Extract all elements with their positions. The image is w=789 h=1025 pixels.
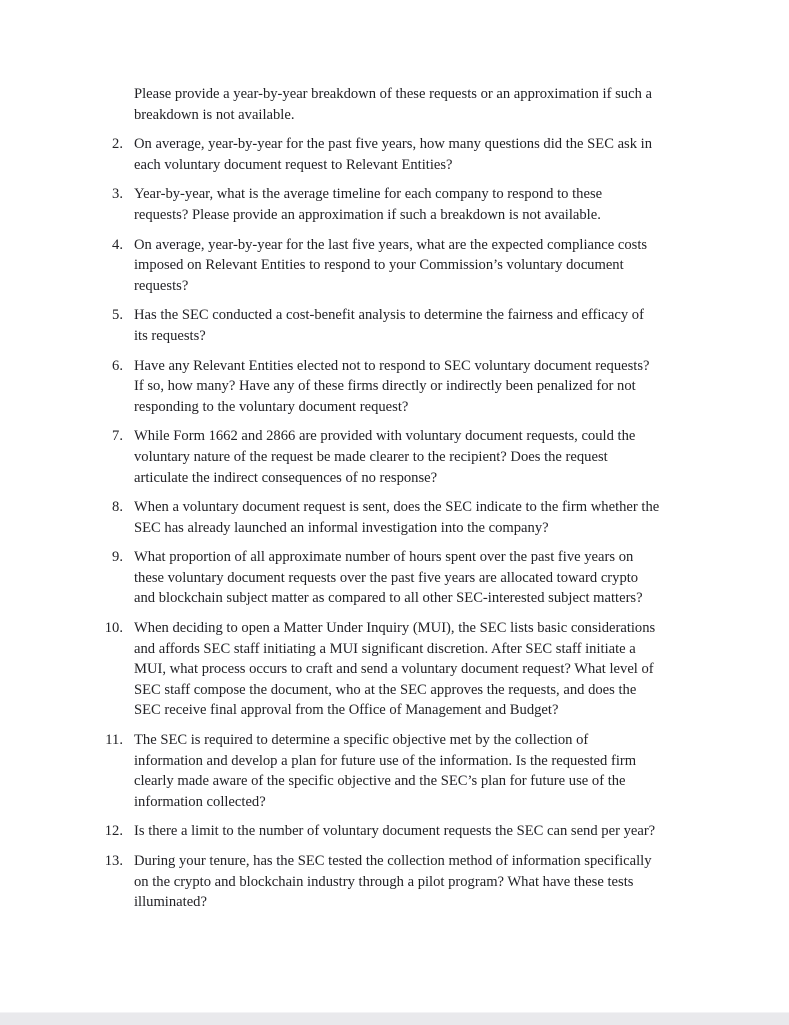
list-item — [104, 851, 734, 913]
text-line: breakdown is not available. — [134, 106, 295, 123]
item-text — [134, 235, 734, 297]
list-item — [112, 235, 734, 297]
text-line: its requests? — [134, 327, 206, 344]
item-text — [134, 618, 734, 721]
list-item — [104, 821, 734, 842]
text-line: MUI, what process occurs to craft and send a voluntary document request? What level of — [134, 661, 654, 678]
text-line: Year-by-year, what is the average timeline for each company to respond to these — [134, 186, 603, 203]
text-line: Please provide a year-by-year breakdown of these requests or an approximation if such a — [134, 86, 652, 102]
text-line: If so, how many? Have any of these firms directly or indirectly been penalized for not — [134, 378, 636, 395]
text-line: illuminated? — [134, 894, 207, 911]
item-number: 9. — [112, 549, 123, 566]
text-line: During your tenure, has the SEC tested the collection method of information specifically — [134, 853, 652, 869]
text-line: information collected? — [134, 793, 266, 810]
text-line: SEC staff compose the document, who at the SEC approves the requests, and does the — [134, 681, 637, 698]
text-line: On average, year-by-year for the past five years, how many questions did the SEC ask in — [134, 136, 653, 153]
text-line: While Form 1662 and 2866 are provided with voluntary document requests, could the — [134, 428, 636, 445]
text-line: articulate the indirect consequences of no response? — [134, 469, 438, 486]
list-item — [112, 184, 734, 225]
text-line: voluntary nature of the request be made clearer to the recipient? Does the request — [134, 448, 608, 465]
item-text — [134, 356, 734, 418]
text-line: On average, year-by-year for the last five years, what are the expected compliance costs — [134, 236, 648, 253]
list-item — [112, 305, 734, 346]
text-line: imposed on Relevant Entities to respond to your Commission’s voluntary document — [134, 257, 624, 274]
item-text — [134, 134, 734, 175]
item-text — [134, 821, 734, 842]
item-text — [134, 305, 734, 346]
intro-paragraph — [134, 84, 734, 125]
item-number: 13. — [104, 853, 123, 869]
item-number: 12. — [104, 823, 123, 840]
text-line: When a voluntary document request is sent, does the SEC indicate to the firm whether the — [134, 499, 660, 516]
text-line: SEC receive final approval from the Office of Management and Budget? — [134, 702, 559, 719]
text-line: requests? — [134, 277, 189, 294]
item-text — [134, 547, 734, 609]
text-line: clearly made aware of the specific objective and the SEC’s plan for future use of the — [134, 773, 626, 790]
item-number: 3. — [112, 186, 123, 203]
list-item — [112, 547, 734, 609]
text-line: each voluntary document request to Relevant Entities? — [134, 156, 453, 173]
item-number: 2. — [112, 136, 123, 153]
item-number: 5. — [112, 307, 123, 324]
item-text — [134, 426, 734, 488]
text-line: Is there a limit to the number of voluntary document requests the SEC can send per year? — [134, 823, 656, 840]
list-item — [105, 730, 734, 812]
list-item — [104, 618, 734, 721]
text-line: information and develop a plan for future use of the information. Is the requested firm — [134, 752, 637, 769]
document-content — [104, 84, 734, 922]
page-edge-bar — [0, 1012, 789, 1025]
item-number: 7. — [112, 428, 123, 445]
list-item — [112, 134, 734, 175]
item-number: 10. — [104, 620, 123, 637]
text-line: and blockchain subject matter as compared to all other SEC-interested subject matters? — [134, 590, 643, 607]
text-line: on the crypto and blockchain industry through a pilot program? What have these tests — [134, 873, 634, 890]
text-line: What proportion of all approximate number of hours spent over the past five years on — [134, 549, 634, 566]
item-text — [134, 184, 734, 225]
text-line: requests? Please provide an approximation if such a breakdown is not available. — [134, 206, 601, 223]
list-item — [112, 497, 734, 538]
item-text — [134, 497, 734, 538]
item-number: 11. — [105, 732, 123, 749]
item-number: 8. — [112, 499, 123, 516]
item-number: 6. — [112, 357, 123, 374]
text-line: SEC has already launched an informal investigation into the company? — [134, 519, 549, 536]
text-line: these voluntary document requests over the past five years are allocated toward crypto — [134, 569, 639, 586]
question-list — [104, 134, 734, 913]
item-text — [134, 730, 734, 812]
text-line: Have any Relevant Entities elected not to respond to SEC voluntary document requests? — [134, 357, 650, 374]
item-number: 4. — [112, 236, 123, 253]
text-line: and affords SEC staff initiating a MUI significant discretion. After SEC staff initiate a — [134, 640, 636, 657]
text-line: responding to the voluntary document request? — [134, 398, 409, 415]
text-line: Has the SEC conducted a cost-benefit analysis to determine the fairness and efficacy of — [134, 307, 644, 324]
text-line: The SEC is required to determine a specific objective met by the collection of — [134, 732, 589, 749]
list-item — [112, 426, 734, 488]
item-text — [134, 851, 734, 913]
list-item — [112, 356, 734, 418]
text-line: When deciding to open a Matter Under Inquiry (MUI), the SEC lists basic considerations — [134, 620, 656, 637]
